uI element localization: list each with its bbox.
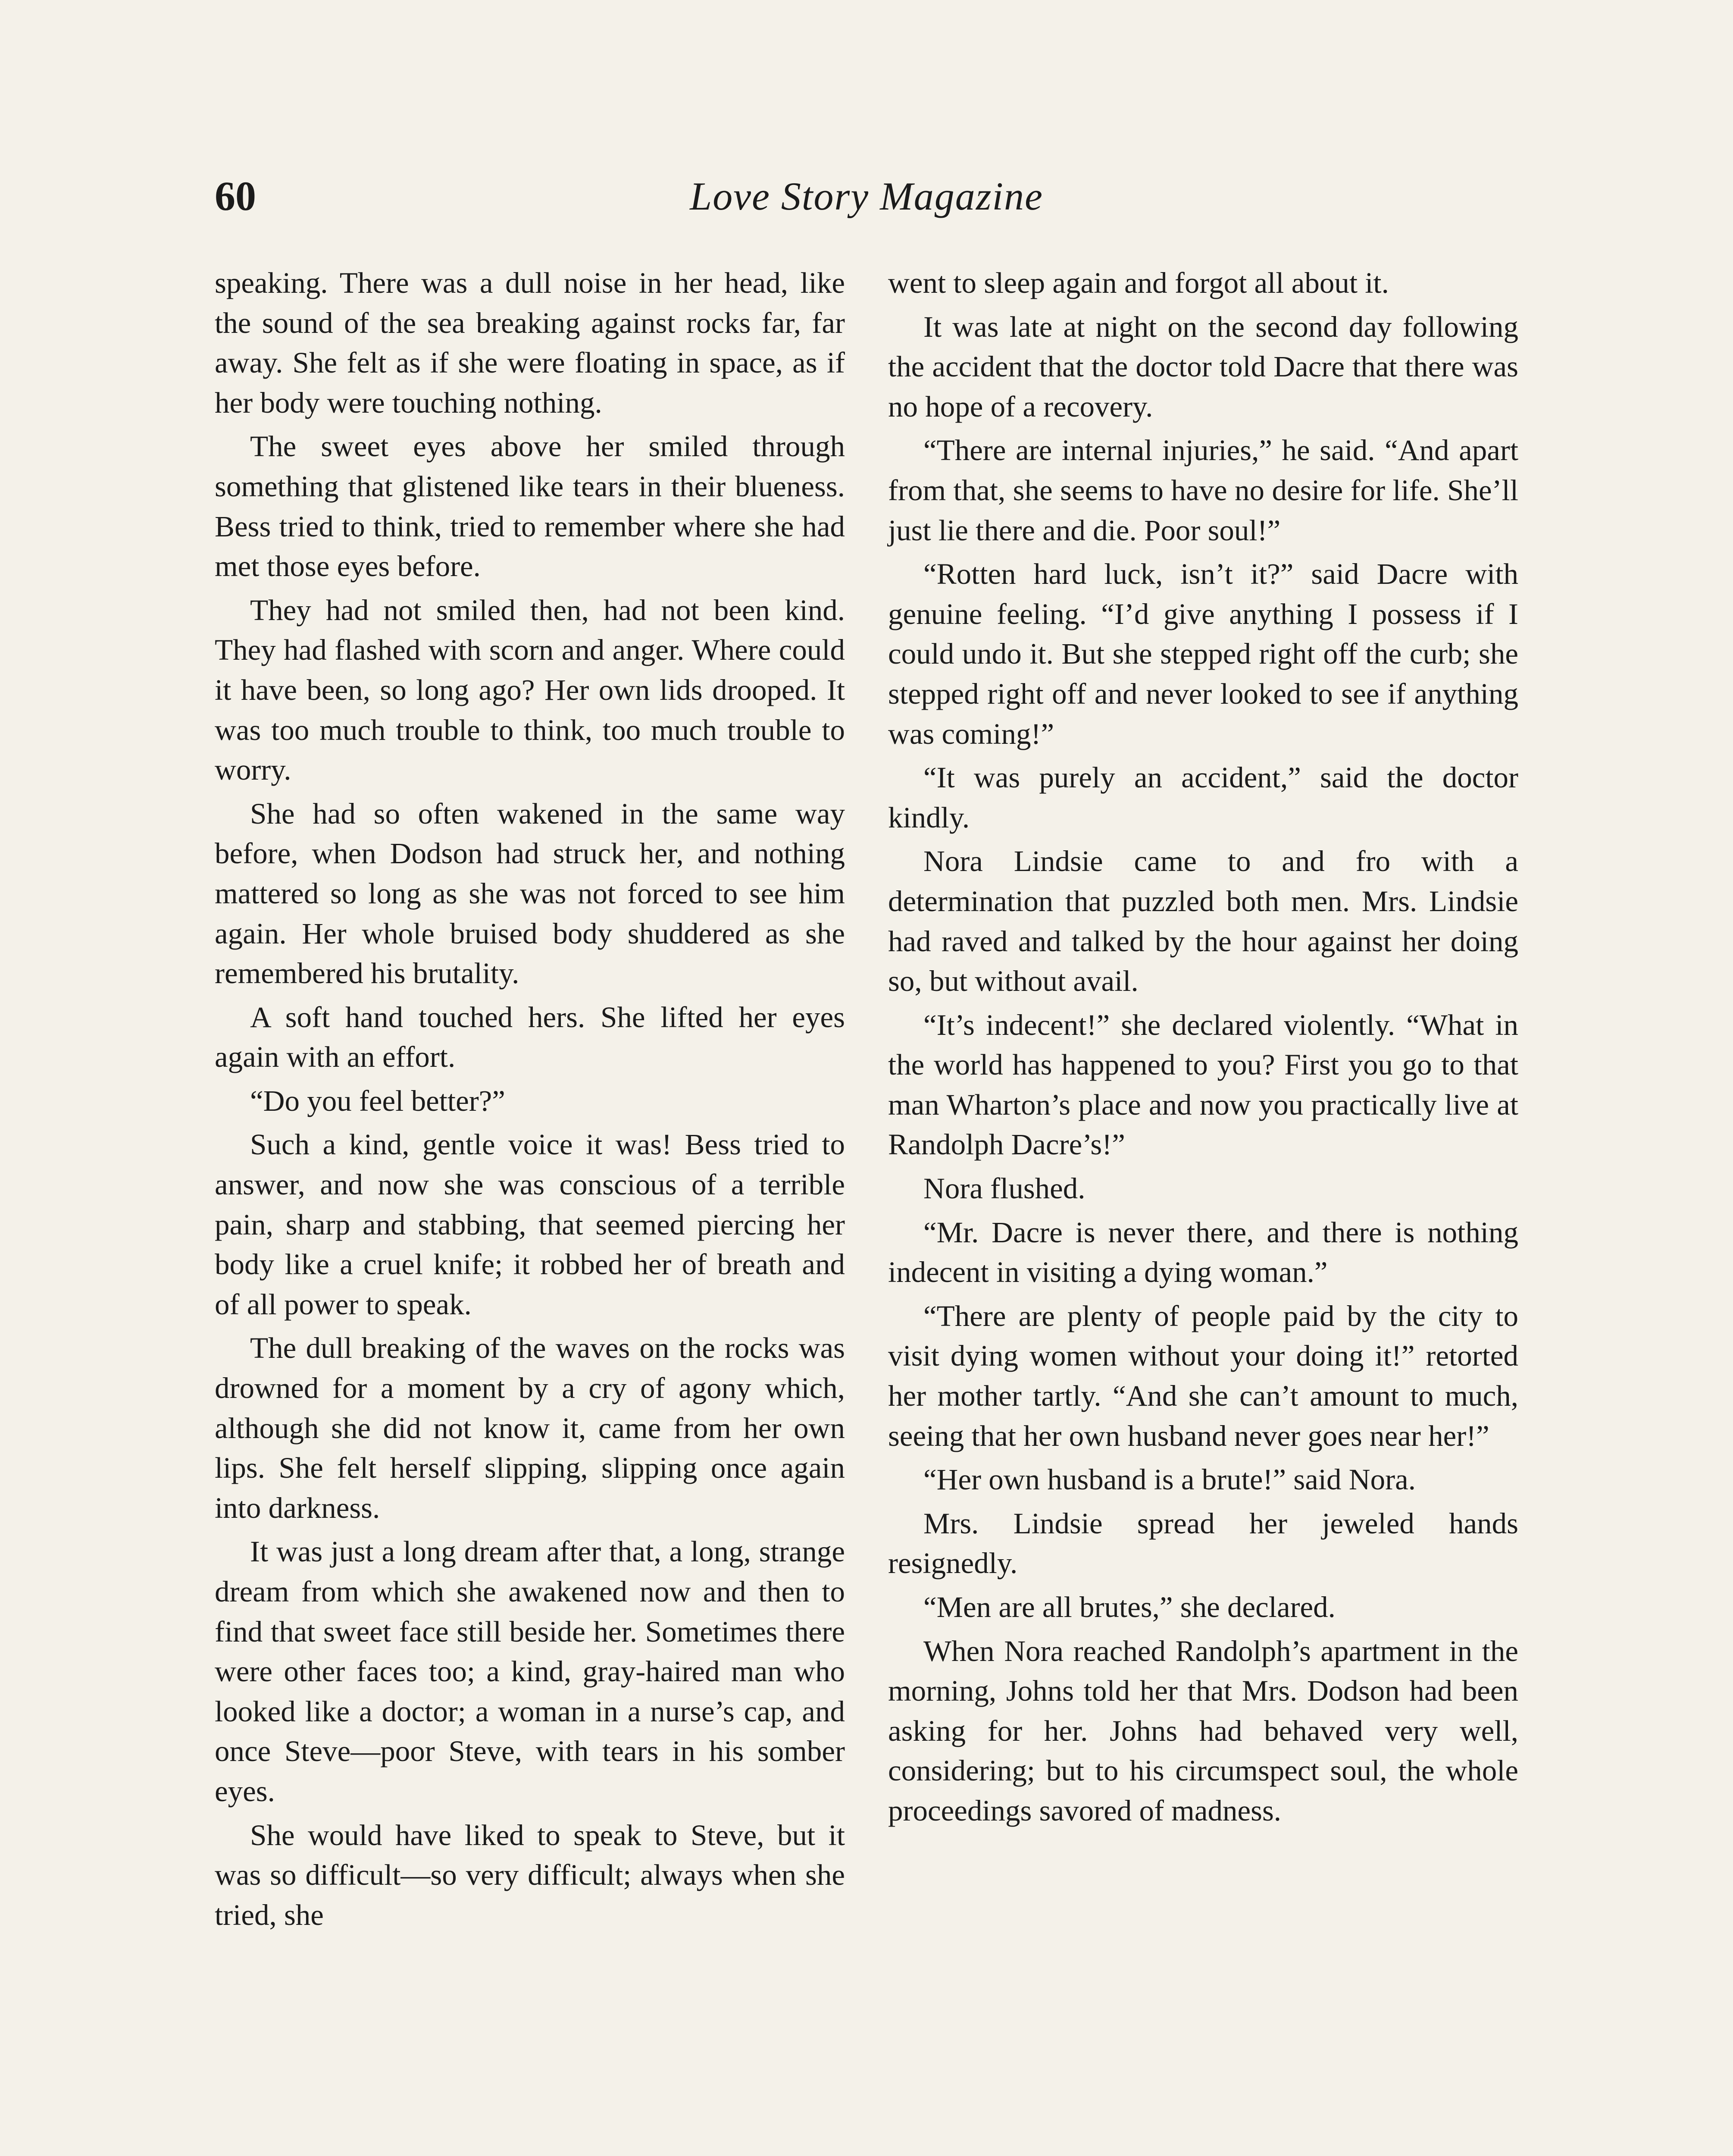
- paragraph: A soft hand touched hers. She lifted her eyes again with an effort.: [215, 1000, 845, 1074]
- running-title: Love Story Magazine: [690, 174, 1043, 218]
- paragraph: “It was purely an accident,” said the doctor kindly.: [888, 761, 1518, 834]
- paragraph: went to sleep again and forgot all about it.: [888, 266, 1389, 299]
- paragraph: Mrs. Lindsie spread her jeweled hands resignedly.: [888, 1507, 1518, 1580]
- paragraph: “Men are all brutes,” she declared.: [923, 1591, 1336, 1623]
- paragraph: “It’s indecent!” she declared violently. “What in the world has happened to you? First you go to that man Wharton’s place and now you practically live at Randolph Dacre’s!”: [888, 1008, 1518, 1161]
- paragraph: She had so often wakened in the same way before, when Dodson had struck her, and nothing mattered so long as she was not forced to see him again. Her whole bruised body shuddered as she remembered his brutality.: [215, 797, 845, 990]
- paragraph: “Rotten hard luck, isn’t it?” said Dacre with genuine feeling. “I’d give anything I possess if I could undo it. But she stepped right off the curb; she stepped right off and never looked to see if anything was coming!”: [888, 558, 1518, 750]
- paragraph: Nora Lindsie came to and fro with a determination that puzzled both men. Mrs. Lindsie had raved and talked by the hour against her doing so, but without avail.: [888, 845, 1518, 998]
- paragraph: The sweet eyes above her smiled through something that glistened like tears in their blueness. Bess tried to think, tried to remember where she had met those eyes before.: [215, 430, 845, 583]
- paragraph: When Nora reached Randolph’s apartment in the morning, Johns told her that Mrs. Dodson had been asking for her. Johns had behaved very well, considering; but to his circumspect soul, the whole proceedings savored of madness.: [888, 1634, 1518, 1827]
- paragraph: “There are internal injuries,” he said. “And apart from that, she seems to have no desire for life. She’ll just lie there and die. Poor soul!”: [888, 434, 1518, 547]
- paragraph: Nora flushed.: [923, 1172, 1085, 1205]
- paragraph: It was just a long dream after that, a long, strange dream from which she awakened now and then to find that sweet face still beside her. Sometimes there were other faces too; a kind, gray-haired man who looked like a doctor; a woman in a nurse’s cap, and once Steve—poor Steve, with tears in his somber eyes.: [215, 1535, 845, 1808]
- right-column: [888, 263, 1518, 1835]
- paragraph: “Her own husband is a brute!” said Nora.: [923, 1463, 1416, 1496]
- page-header: [0, 164, 1733, 229]
- left-column: [215, 263, 845, 1939]
- paragraph: “Mr. Dacre is never there, and there is nothing indecent in visiting a dying woman.”: [888, 1216, 1518, 1289]
- paragraph: “Do you feel better?”: [250, 1084, 505, 1117]
- paragraph: “There are plenty of people paid by the city to visit dying women without your doing it!” retorted her mother tartly. “And she can’t amount to much, seeing that her own husband never goes near her!”: [888, 1299, 1518, 1452]
- paragraph: Such a kind, gentle voice it was! Bess tried to answer, and now she was conscious of a terrible pain, sharp and stabbing, that seemed piercing her body like a cruel knife; it robbed her of breath and of all power to speak.: [215, 1128, 845, 1321]
- paragraph: They had not smiled then, had not been kind. They had flashed with scorn and anger. Where could it have been, so long ago? Her own lids drooped. It was too much trouble to think, too much trouble to worry.: [215, 593, 845, 787]
- paragraph: It was late at night on the second day following the accident that the doctor told Dacre that there was no hope of a recovery.: [888, 310, 1518, 423]
- paragraph: speaking. There was a dull noise in her head, like the sound of the sea breaking against rocks far, far away. She felt as if she were floating in space, as if her body were touching nothing.: [215, 266, 845, 419]
- paragraph: The dull breaking of the waves on the rocks was drowned for a moment by a cry of agony which, although she did not know it, came from her own lips. She felt herself slipping, slipping once again into darkness.: [215, 1332, 845, 1524]
- page-number: 60: [215, 173, 256, 219]
- paragraph: She would have liked to speak to Steve, but it was so difficult—so very difficult; always when she tried, she: [215, 1818, 845, 1931]
